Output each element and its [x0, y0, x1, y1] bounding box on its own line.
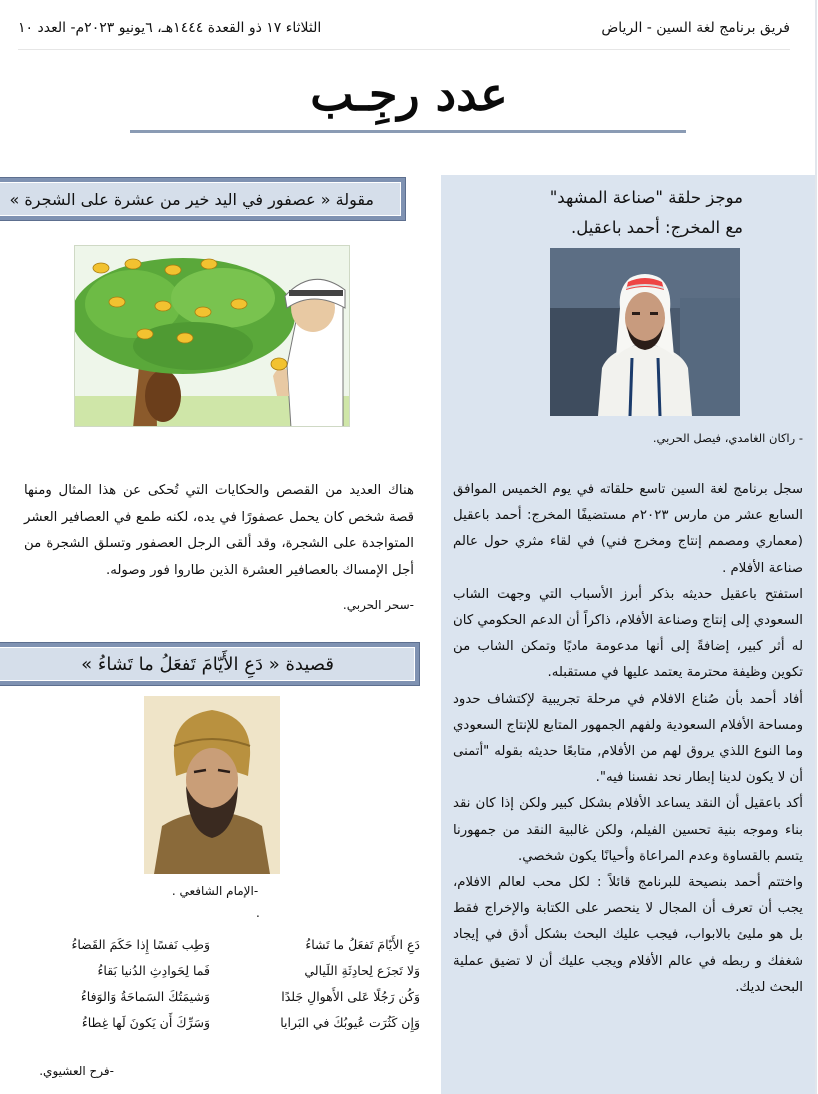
team-label: فريق برنامج لغة السين - الرياض — [601, 20, 790, 36]
issue-title: عدد رجِـب — [310, 67, 508, 121]
poem-banner-inner — [0, 647, 415, 681]
saying-banner-inner — [0, 182, 401, 216]
saying-banner — [0, 177, 406, 221]
saying-author: -سحر الحربي. — [342, 598, 414, 612]
verse-second-half: وَطِب نَفسًا إِذا حَكَمَ القَضاءُ — [71, 937, 210, 952]
interview-summary-column — [441, 175, 815, 1094]
poem-verse — [20, 1010, 420, 1036]
interview-heading-line2: مع المخرج: أحمد باعقيل. — [571, 218, 743, 237]
issue-date: الثلاثاء ١٧ ذو القعدة ١٤٤٤هـ، ٦يونيو ٢٠٢٣م- العدد ١٠ — [18, 20, 322, 36]
interview-paragraph: استفتح باعقيل حديثه بذكر أبرز الأسباب التي وجهت الشاب السعودي إلى إنتاج وصناعة الأفلام، ذاكراً أن الدعم الحكومي كان له أثر كبير، إضافةً إلى أنها مدعومة ماديًا وتمكن الشاب من تكوين وظيفة محترمة يعتمد عليها في مستقبله. — [453, 586, 803, 681]
poem-verse — [20, 958, 420, 984]
verse-first-half: وَإِن كَثُرَت عُيوبُكَ في البَرايا — [280, 1015, 420, 1030]
interview-paragraph: واختتم أحمد بنصيحة للبرنامج قائلاً : لكل محب لعالم الافلام، يجب أن تعرف أن المجال لا ينحصر على الكتابة والإخراج فقط بل هو مليئ بالابواب، فيجب عليك البحث بشكل أدق في إيجاد شغفك و ربطه في عالم الأفلام ويجب عليك أن لا تضيق عملية البحث لديك. — [453, 875, 803, 995]
verse-first-half: وَكُن رَجُلًا عَلى الأَهوالِ جَلدًا — [281, 989, 420, 1004]
poem-banner — [0, 642, 420, 686]
verse-second-half: وَسَرِّكَ أَن يَكونَ لَها غِطاءُ — [81, 1015, 210, 1030]
poem-title: قصيدة « دَعِ الأَيّامَ تَفعَلُ ما تَشاءُ » — [81, 654, 334, 675]
page-edge-line — [815, 0, 817, 1094]
poem-verse — [20, 984, 420, 1010]
poem-verses — [20, 932, 420, 1036]
director-photo — [550, 248, 740, 416]
imam-shafii-portrait — [144, 696, 280, 874]
title-underline — [130, 130, 686, 133]
masthead — [0, 60, 818, 128]
interview-heading — [455, 183, 801, 243]
bird-cartoon-illustration — [74, 245, 350, 427]
separator-dot: . — [256, 906, 260, 920]
photo-caption: - راكان الغامدي، فيصل الحربي. — [652, 431, 803, 445]
portrait-caption: -الإمام الشافعي . — [171, 884, 259, 898]
verse-first-half: دَعِ الأَيّامَ تَفعَلُ ما تَشاءُ — [305, 937, 420, 952]
verse-second-half: فَما لِحَوادِثِ الدُنيا بَقاءُ — [97, 963, 210, 978]
header-meta — [18, 14, 790, 50]
interview-paragraph: سجل برنامج لغة السين تاسع حلقاته في يوم الخميس الموافق السابع عشر من مارس ٢٠٢٣م مستضيفًا المخرج: أحمد باعقيل (معماري ومصمم إنتاج ومخرج فني) في لقاء مثري حول عالم صناعة الأفلام . — [453, 482, 803, 576]
interview-paragraph: أفاد أحمد بأن صُناع الافلام في مرحلة تجريبية لإكتشاف حدود ومساحة الأفلام السعودية ولفهم الجمهور المتابع للإنتاج السعودي وما النوع اللذي يروق لهم من الأفلام, متابعًا حديثه بقوله "أتمنى أن لا يكون لدينا إبطار نحد نفسنا فيه". — [453, 691, 803, 786]
interview-paragraph: أكد باعقيل أن النقد يساعد الأفلام بشكل كبير ولكن إذا كان نقد بناء وموجه بنية تحسين الفيلم، ولكن غالبية النقد من جمهورنا يتسم بالقساوة وعدم المراعاة وأحيانًا يكون شخصي. — [453, 796, 803, 864]
interview-heading-line1: موجز حلقة "صناعة المشهد" — [549, 188, 743, 207]
saying-title: مقولة « عصفور في اليد خير من عشرة على الشجرة » — [9, 190, 374, 209]
interview-body — [453, 477, 803, 1001]
verse-first-half: وَلا تَجزَع لِحادِثَةِ اللَيالي — [304, 963, 420, 978]
verse-second-half: وَشيمَتُكَ السَماحَةُ وَالوَفاءُ — [80, 989, 210, 1004]
poem-verse — [20, 932, 420, 958]
poem-author: -فرح العشيوي. — [39, 1064, 114, 1078]
saying-text: هناك العديد من القصص والحكايات التي تُحكى عن هذا المثال ومنها قصة شخص كان يحمل عصفورًا في يده، لكنه طمع في العصافير العشر المتواجدة على الشجرة، وقد ألقى الرجل العصفور وتسلق الشجرة من أجل الإمساك بالعصافير العشرة الذين طاروا فور وصوله. — [24, 483, 414, 578]
